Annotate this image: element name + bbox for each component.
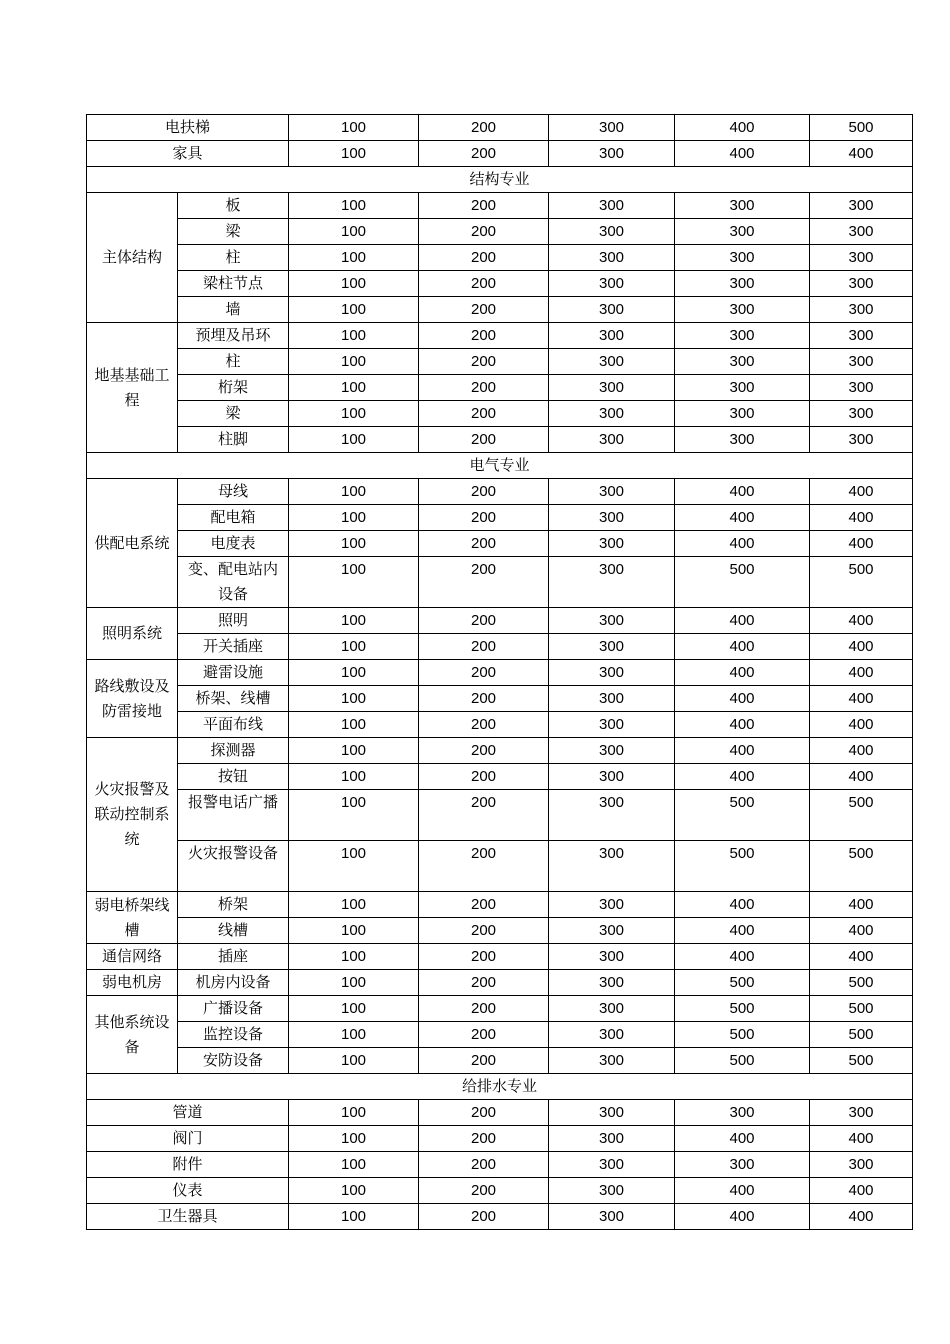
value-cell: 200 [419, 686, 549, 712]
value-cell: 300 [549, 660, 675, 686]
value-cell: 300 [549, 193, 675, 219]
value-cell: 300 [549, 996, 675, 1022]
table-row [87, 219, 913, 245]
table-row [87, 479, 913, 505]
value-cell: 100 [289, 219, 419, 245]
value-cell: 300 [549, 892, 675, 918]
value-cell: 300 [810, 219, 913, 245]
section-title: 结构专业 [87, 167, 913, 193]
value-cell: 300 [549, 764, 675, 790]
table-row [87, 841, 913, 892]
item-label: 预埋及吊环 [178, 323, 289, 349]
item-label: 柱 [178, 245, 289, 271]
value-cell: 300 [675, 219, 810, 245]
item-label: 按钮 [178, 764, 289, 790]
value-cell: 100 [289, 764, 419, 790]
value-cell: 500 [810, 996, 913, 1022]
value-cell: 100 [289, 712, 419, 738]
value-cell: 400 [675, 115, 810, 141]
table-row [87, 1152, 913, 1178]
value-cell: 500 [810, 970, 913, 996]
category-label: 弱电机房 [87, 970, 178, 996]
value-cell: 300 [549, 944, 675, 970]
table-row [87, 1022, 913, 1048]
value-cell: 300 [549, 531, 675, 557]
value-cell: 200 [419, 1048, 549, 1074]
value-cell: 400 [675, 1178, 810, 1204]
value-cell: 400 [675, 712, 810, 738]
value-cell: 300 [549, 323, 675, 349]
value-cell: 300 [675, 1152, 810, 1178]
value-cell: 100 [289, 479, 419, 505]
value-cell: 100 [289, 738, 419, 764]
value-cell: 100 [289, 1100, 419, 1126]
value-cell: 300 [549, 1204, 675, 1230]
value-cell: 100 [289, 892, 419, 918]
table-row [87, 531, 913, 557]
table-row [87, 557, 913, 608]
value-cell: 100 [289, 790, 419, 841]
table-row [87, 660, 913, 686]
table-row [87, 790, 913, 841]
table-row [87, 686, 913, 712]
item-label: 电度表 [178, 531, 289, 557]
value-cell: 400 [675, 1126, 810, 1152]
value-cell: 100 [289, 1022, 419, 1048]
value-cell: 300 [810, 401, 913, 427]
value-cell: 300 [549, 970, 675, 996]
value-cell: 400 [810, 141, 913, 167]
table-row [87, 944, 913, 970]
value-cell: 200 [419, 1022, 549, 1048]
value-cell: 300 [549, 1022, 675, 1048]
value-cell: 100 [289, 505, 419, 531]
value-cell: 400 [675, 660, 810, 686]
value-cell: 100 [289, 1152, 419, 1178]
value-cell: 400 [675, 634, 810, 660]
value-cell: 400 [810, 531, 913, 557]
value-cell: 400 [810, 764, 913, 790]
category-label: 照明系统 [87, 608, 178, 660]
value-cell: 300 [810, 427, 913, 453]
value-cell: 400 [810, 892, 913, 918]
table-row [87, 1178, 913, 1204]
item-label: 母线 [178, 479, 289, 505]
value-cell: 100 [289, 1048, 419, 1074]
value-cell: 200 [419, 141, 549, 167]
value-cell: 100 [289, 970, 419, 996]
value-cell: 200 [419, 608, 549, 634]
item-label: 报警电话广播 [178, 790, 289, 841]
value-cell: 500 [675, 1022, 810, 1048]
item-label: 桥架 [178, 892, 289, 918]
value-cell: 300 [549, 297, 675, 323]
value-cell: 400 [810, 738, 913, 764]
value-cell: 300 [675, 349, 810, 375]
value-cell: 400 [675, 608, 810, 634]
item-label: 板 [178, 193, 289, 219]
value-cell: 100 [289, 427, 419, 453]
item-label: 柱脚 [178, 427, 289, 453]
value-cell: 200 [419, 892, 549, 918]
value-cell: 400 [810, 505, 913, 531]
value-cell: 200 [419, 245, 549, 271]
table-row [87, 764, 913, 790]
value-cell: 200 [419, 996, 549, 1022]
value-cell: 300 [549, 479, 675, 505]
value-cell: 300 [549, 712, 675, 738]
value-cell: 200 [419, 1126, 549, 1152]
value-cell: 400 [810, 712, 913, 738]
item-label: 变、配电站内设备 [178, 557, 289, 608]
value-cell: 200 [419, 375, 549, 401]
item-label: 墙 [178, 297, 289, 323]
value-cell: 200 [419, 634, 549, 660]
value-cell: 300 [549, 1178, 675, 1204]
item-label: 安防设备 [178, 1048, 289, 1074]
table-row [87, 401, 913, 427]
table-row [87, 349, 913, 375]
section-title: 电气专业 [87, 453, 913, 479]
table-row [87, 245, 913, 271]
category-label: 主体结构 [87, 193, 178, 323]
value-cell: 300 [549, 1126, 675, 1152]
value-cell: 400 [810, 918, 913, 944]
value-cell: 300 [549, 505, 675, 531]
value-cell: 200 [419, 841, 549, 892]
value-cell: 300 [549, 557, 675, 608]
category-label: 供配电系统 [87, 479, 178, 608]
item-label: 探测器 [178, 738, 289, 764]
value-cell: 200 [419, 427, 549, 453]
table-row [87, 323, 913, 349]
value-cell: 200 [419, 557, 549, 608]
value-cell: 200 [419, 479, 549, 505]
value-cell: 100 [289, 531, 419, 557]
item-label: 附件 [87, 1152, 289, 1178]
value-cell: 500 [675, 970, 810, 996]
value-cell: 400 [810, 944, 913, 970]
table-row [87, 505, 913, 531]
value-cell: 400 [675, 918, 810, 944]
table-row [87, 375, 913, 401]
value-cell: 200 [419, 1178, 549, 1204]
value-cell: 100 [289, 375, 419, 401]
table-row [87, 1100, 913, 1126]
value-cell: 300 [810, 193, 913, 219]
value-cell: 200 [419, 1100, 549, 1126]
value-cell: 300 [549, 1152, 675, 1178]
value-cell: 300 [549, 115, 675, 141]
value-cell: 400 [675, 686, 810, 712]
value-cell: 300 [810, 375, 913, 401]
value-cell: 100 [289, 1178, 419, 1204]
value-cell: 200 [419, 790, 549, 841]
value-cell: 500 [675, 996, 810, 1022]
value-cell: 100 [289, 686, 419, 712]
value-cell: 400 [675, 892, 810, 918]
value-cell: 200 [419, 193, 549, 219]
category-label: 其他系统设备 [87, 996, 178, 1074]
table-row [87, 193, 913, 219]
category-label: 地基基础工程 [87, 323, 178, 453]
value-cell: 100 [289, 297, 419, 323]
table-row [87, 427, 913, 453]
value-cell: 200 [419, 738, 549, 764]
table-row [87, 712, 913, 738]
value-cell: 400 [675, 141, 810, 167]
value-cell: 500 [810, 115, 913, 141]
value-cell: 200 [419, 944, 549, 970]
value-cell: 400 [675, 479, 810, 505]
value-cell: 100 [289, 918, 419, 944]
item-label: 仪表 [87, 1178, 289, 1204]
value-cell: 400 [675, 764, 810, 790]
section-header-row [87, 167, 913, 193]
value-cell: 200 [419, 764, 549, 790]
value-cell: 100 [289, 634, 419, 660]
value-cell: 300 [549, 790, 675, 841]
value-cell: 500 [675, 557, 810, 608]
value-cell: 400 [675, 531, 810, 557]
value-cell: 400 [810, 479, 913, 505]
value-cell: 100 [289, 608, 419, 634]
item-label: 火灾报警设备 [178, 841, 289, 892]
item-label: 家具 [87, 141, 289, 167]
table-row [87, 271, 913, 297]
table-row [87, 918, 913, 944]
item-label: 梁 [178, 219, 289, 245]
value-cell: 300 [810, 1100, 913, 1126]
table-row [87, 1048, 913, 1074]
value-cell: 200 [419, 349, 549, 375]
value-cell: 200 [419, 712, 549, 738]
item-label: 机房内设备 [178, 970, 289, 996]
value-cell: 300 [549, 401, 675, 427]
section-header-row [87, 453, 913, 479]
value-cell: 500 [810, 1022, 913, 1048]
value-cell: 300 [549, 349, 675, 375]
value-cell: 200 [419, 918, 549, 944]
item-label: 监控设备 [178, 1022, 289, 1048]
category-label: 弱电桥架线槽 [87, 892, 178, 944]
value-cell: 300 [549, 1100, 675, 1126]
value-cell: 300 [675, 401, 810, 427]
table-row [87, 1126, 913, 1152]
category-label: 火灾报警及联动控制系统 [87, 738, 178, 892]
value-cell: 300 [810, 349, 913, 375]
value-cell: 200 [419, 970, 549, 996]
value-cell: 400 [675, 738, 810, 764]
value-cell: 500 [810, 841, 913, 892]
table-row [87, 892, 913, 918]
item-label: 平面布线 [178, 712, 289, 738]
value-cell: 200 [419, 297, 549, 323]
value-cell: 300 [810, 297, 913, 323]
table-row [87, 738, 913, 764]
value-cell: 500 [675, 1048, 810, 1074]
value-cell: 200 [419, 660, 549, 686]
value-cell: 400 [675, 505, 810, 531]
value-cell: 200 [419, 115, 549, 141]
value-cell: 300 [675, 193, 810, 219]
value-cell: 200 [419, 271, 549, 297]
value-cell: 300 [675, 1100, 810, 1126]
value-cell: 300 [549, 141, 675, 167]
spec-table [86, 114, 913, 1230]
category-label: 路线敷设及防雷接地 [87, 660, 178, 738]
table-row [87, 970, 913, 996]
value-cell: 100 [289, 323, 419, 349]
table-row [87, 996, 913, 1022]
value-cell: 100 [289, 1204, 419, 1230]
item-label: 管道 [87, 1100, 289, 1126]
table-row [87, 634, 913, 660]
value-cell: 200 [419, 1152, 549, 1178]
item-label: 广播设备 [178, 996, 289, 1022]
section-header-row [87, 1074, 913, 1100]
value-cell: 200 [419, 505, 549, 531]
value-cell: 300 [549, 219, 675, 245]
item-label: 电扶梯 [87, 115, 289, 141]
value-cell: 300 [549, 686, 675, 712]
value-cell: 400 [810, 1178, 913, 1204]
value-cell: 300 [549, 427, 675, 453]
value-cell: 500 [675, 841, 810, 892]
value-cell: 400 [810, 660, 913, 686]
value-cell: 300 [675, 245, 810, 271]
value-cell: 300 [549, 375, 675, 401]
value-cell: 300 [810, 245, 913, 271]
value-cell: 500 [810, 790, 913, 841]
value-cell: 100 [289, 660, 419, 686]
value-cell: 400 [675, 1204, 810, 1230]
table-body [87, 115, 913, 1230]
value-cell: 300 [675, 271, 810, 297]
value-cell: 100 [289, 141, 419, 167]
item-label: 阀门 [87, 1126, 289, 1152]
item-label: 开关插座 [178, 634, 289, 660]
value-cell: 400 [810, 686, 913, 712]
value-cell: 300 [549, 1048, 675, 1074]
value-cell: 100 [289, 841, 419, 892]
value-cell: 400 [810, 608, 913, 634]
table-row [87, 115, 913, 141]
value-cell: 300 [549, 841, 675, 892]
table-row [87, 297, 913, 323]
value-cell: 300 [549, 738, 675, 764]
value-cell: 400 [675, 944, 810, 970]
value-cell: 300 [675, 375, 810, 401]
value-cell: 300 [549, 245, 675, 271]
value-cell: 200 [419, 219, 549, 245]
value-cell: 100 [289, 115, 419, 141]
value-cell: 100 [289, 996, 419, 1022]
value-cell: 200 [419, 401, 549, 427]
value-cell: 100 [289, 944, 419, 970]
value-cell: 100 [289, 401, 419, 427]
value-cell: 300 [675, 427, 810, 453]
value-cell: 300 [549, 634, 675, 660]
value-cell: 400 [810, 1126, 913, 1152]
category-label: 通信网络 [87, 944, 178, 970]
value-cell: 200 [419, 323, 549, 349]
value-cell: 100 [289, 193, 419, 219]
item-label: 桥架、线槽 [178, 686, 289, 712]
value-cell: 300 [810, 323, 913, 349]
value-cell: 400 [810, 1204, 913, 1230]
item-label: 照明 [178, 608, 289, 634]
value-cell: 300 [810, 1152, 913, 1178]
value-cell: 300 [810, 271, 913, 297]
value-cell: 100 [289, 557, 419, 608]
item-label: 避雷设施 [178, 660, 289, 686]
item-label: 梁 [178, 401, 289, 427]
table-row [87, 141, 913, 167]
value-cell: 300 [549, 608, 675, 634]
value-cell: 300 [549, 271, 675, 297]
item-label: 线槽 [178, 918, 289, 944]
item-label: 梁柱节点 [178, 271, 289, 297]
table-row [87, 1204, 913, 1230]
value-cell: 300 [675, 323, 810, 349]
item-label: 桁架 [178, 375, 289, 401]
item-label: 柱 [178, 349, 289, 375]
item-label: 配电箱 [178, 505, 289, 531]
item-label: 插座 [178, 944, 289, 970]
section-title: 给排水专业 [87, 1074, 913, 1100]
value-cell: 100 [289, 1126, 419, 1152]
value-cell: 400 [810, 634, 913, 660]
table-row [87, 608, 913, 634]
value-cell: 100 [289, 271, 419, 297]
value-cell: 200 [419, 531, 549, 557]
item-label: 卫生器具 [87, 1204, 289, 1230]
value-cell: 200 [419, 1204, 549, 1230]
value-cell: 100 [289, 349, 419, 375]
value-cell: 500 [810, 557, 913, 608]
value-cell: 300 [549, 918, 675, 944]
value-cell: 300 [675, 297, 810, 323]
value-cell: 500 [675, 790, 810, 841]
value-cell: 100 [289, 245, 419, 271]
value-cell: 500 [810, 1048, 913, 1074]
